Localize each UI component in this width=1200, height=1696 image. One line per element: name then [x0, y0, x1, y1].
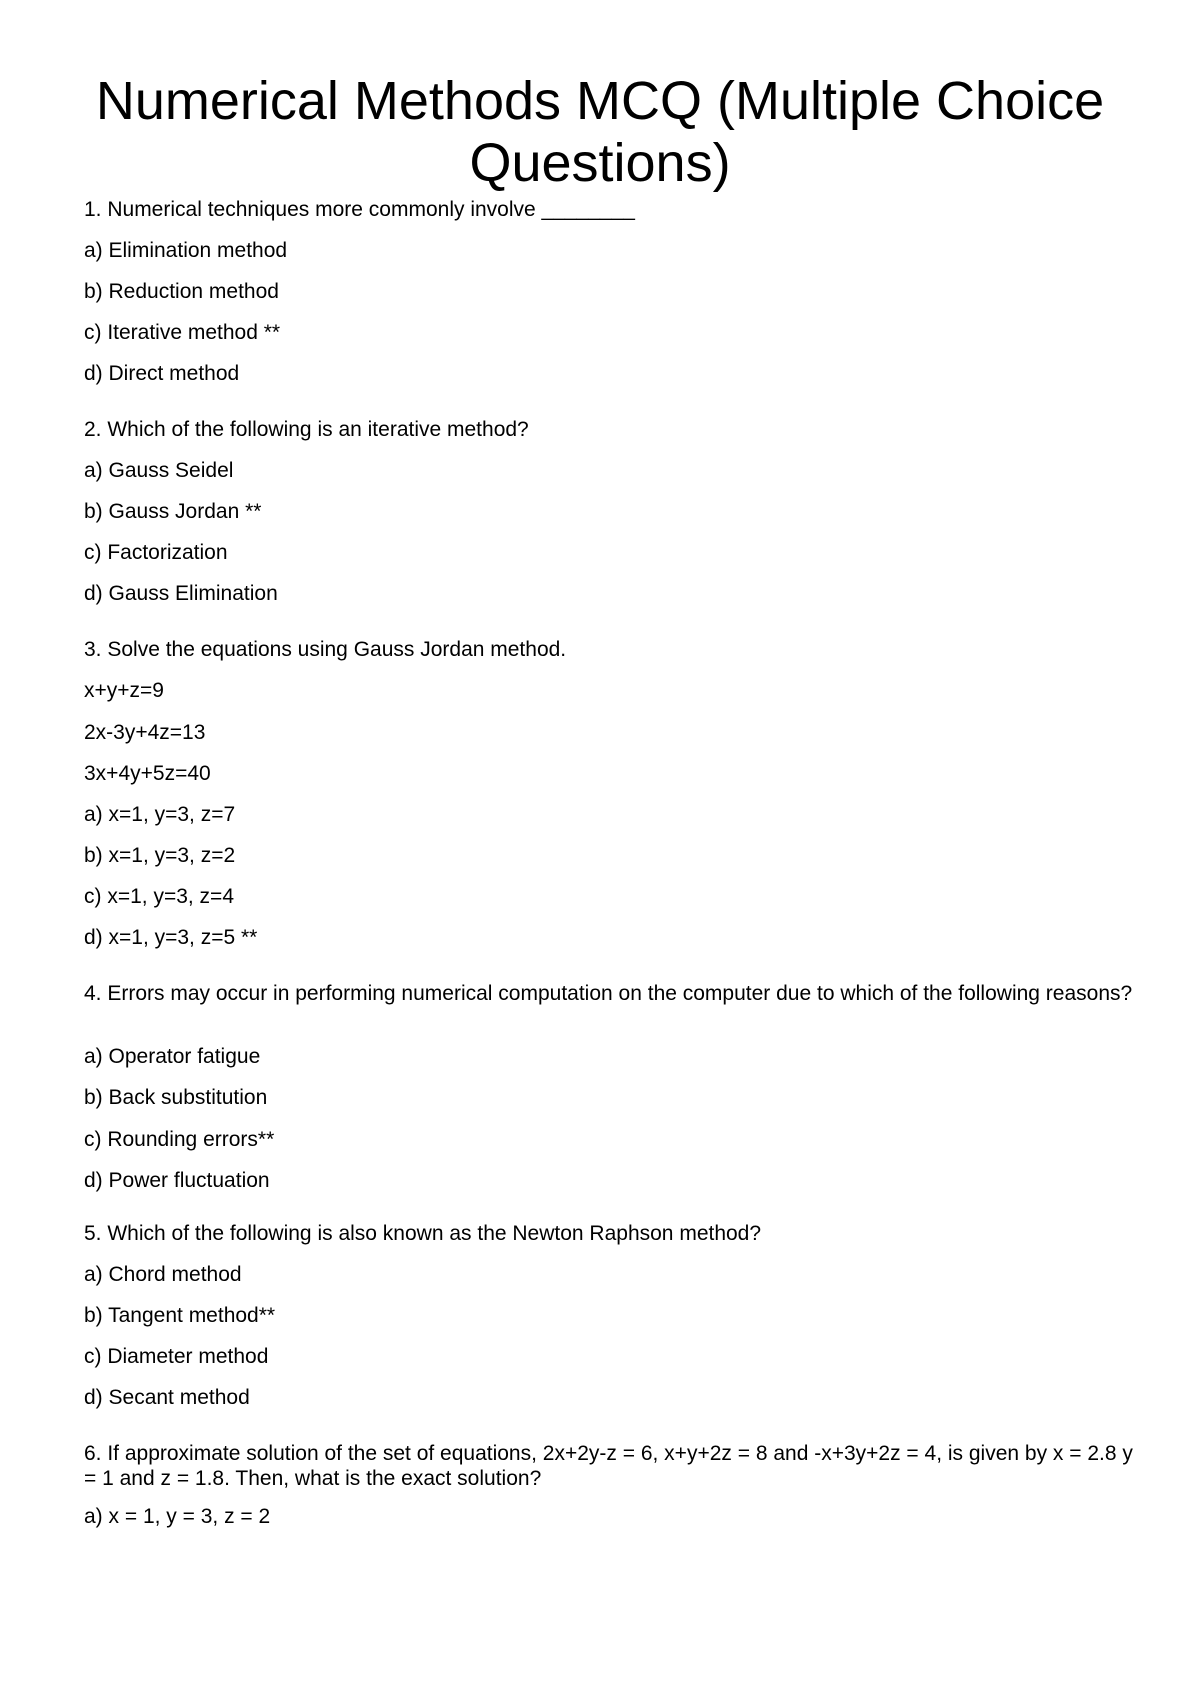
question-1-option-c: c) Iterative method **: [84, 321, 281, 344]
question-3-option-a: a) x=1, y=3, z=7: [84, 803, 236, 826]
question-3-option-c: c) x=1, y=3, z=4: [84, 885, 234, 908]
question-2-option-c: c) Factorization: [84, 541, 228, 564]
question-5-option-a: a) Chord method: [84, 1263, 242, 1286]
question-5-option-b: b) Tangent method**: [84, 1304, 276, 1327]
question-2-text: 2. Which of the following is an iterative method?: [84, 418, 529, 441]
question-2-option-b: b) Gauss Jordan **: [84, 500, 262, 523]
question-3-equation-2: 2x-3y+4z=13: [84, 721, 206, 744]
question-4-option-c: c) Rounding errors**: [84, 1128, 275, 1151]
question-3-option-b: b) x=1, y=3, z=2: [84, 844, 236, 867]
document-title: Numerical Methods MCQ (Multiple Choice Questions): [95, 71, 1105, 193]
question-6-option-a: a) x = 1, y = 3, z = 2: [84, 1505, 271, 1528]
question-3-equation-1: x+y+z=9: [84, 679, 164, 702]
question-1-text: 1. Numerical techniques more commonly involve ________: [84, 198, 635, 221]
question-6-text: 6. If approximate solution of the set of equations, 2x+2y-z = 6, x+y+2z = 8 and -x+3y+2z = 4, is given by x = 2.8 y = 1 and z = 1.8. Then, what is the exact solution?: [84, 1442, 1133, 1490]
question-5-text: 5. Which of the following is also known as the Newton Raphson method?: [84, 1222, 762, 1245]
question-1-option-d: d) Direct method: [84, 362, 240, 385]
question-2-option-a: a) Gauss Seidel: [84, 459, 234, 482]
question-3-option-d: d) x=1, y=3, z=5 **: [84, 926, 258, 949]
question-1-option-a: a) Elimination method: [84, 239, 288, 262]
question-4-option-d: d) Power fluctuation: [84, 1169, 270, 1192]
question-2-option-d: d) Gauss Elimination: [84, 582, 278, 605]
question-5-option-d: d) Secant method: [84, 1386, 250, 1409]
question-5-option-c: c) Diameter method: [84, 1345, 269, 1368]
question-4-option-a: a) Operator fatigue: [84, 1045, 261, 1068]
question-4-text: 4. Errors may occur in performing numerical computation on the computer due to which of the following reasons?: [84, 982, 1133, 1005]
question-4-option-b: b) Back substitution: [84, 1086, 268, 1109]
question-3-text: 3. Solve the equations using Gauss Jordan method.: [84, 638, 567, 661]
question-1-option-b: b) Reduction method: [84, 280, 279, 303]
question-3-equation-3: 3x+4y+5z=40: [84, 762, 211, 785]
